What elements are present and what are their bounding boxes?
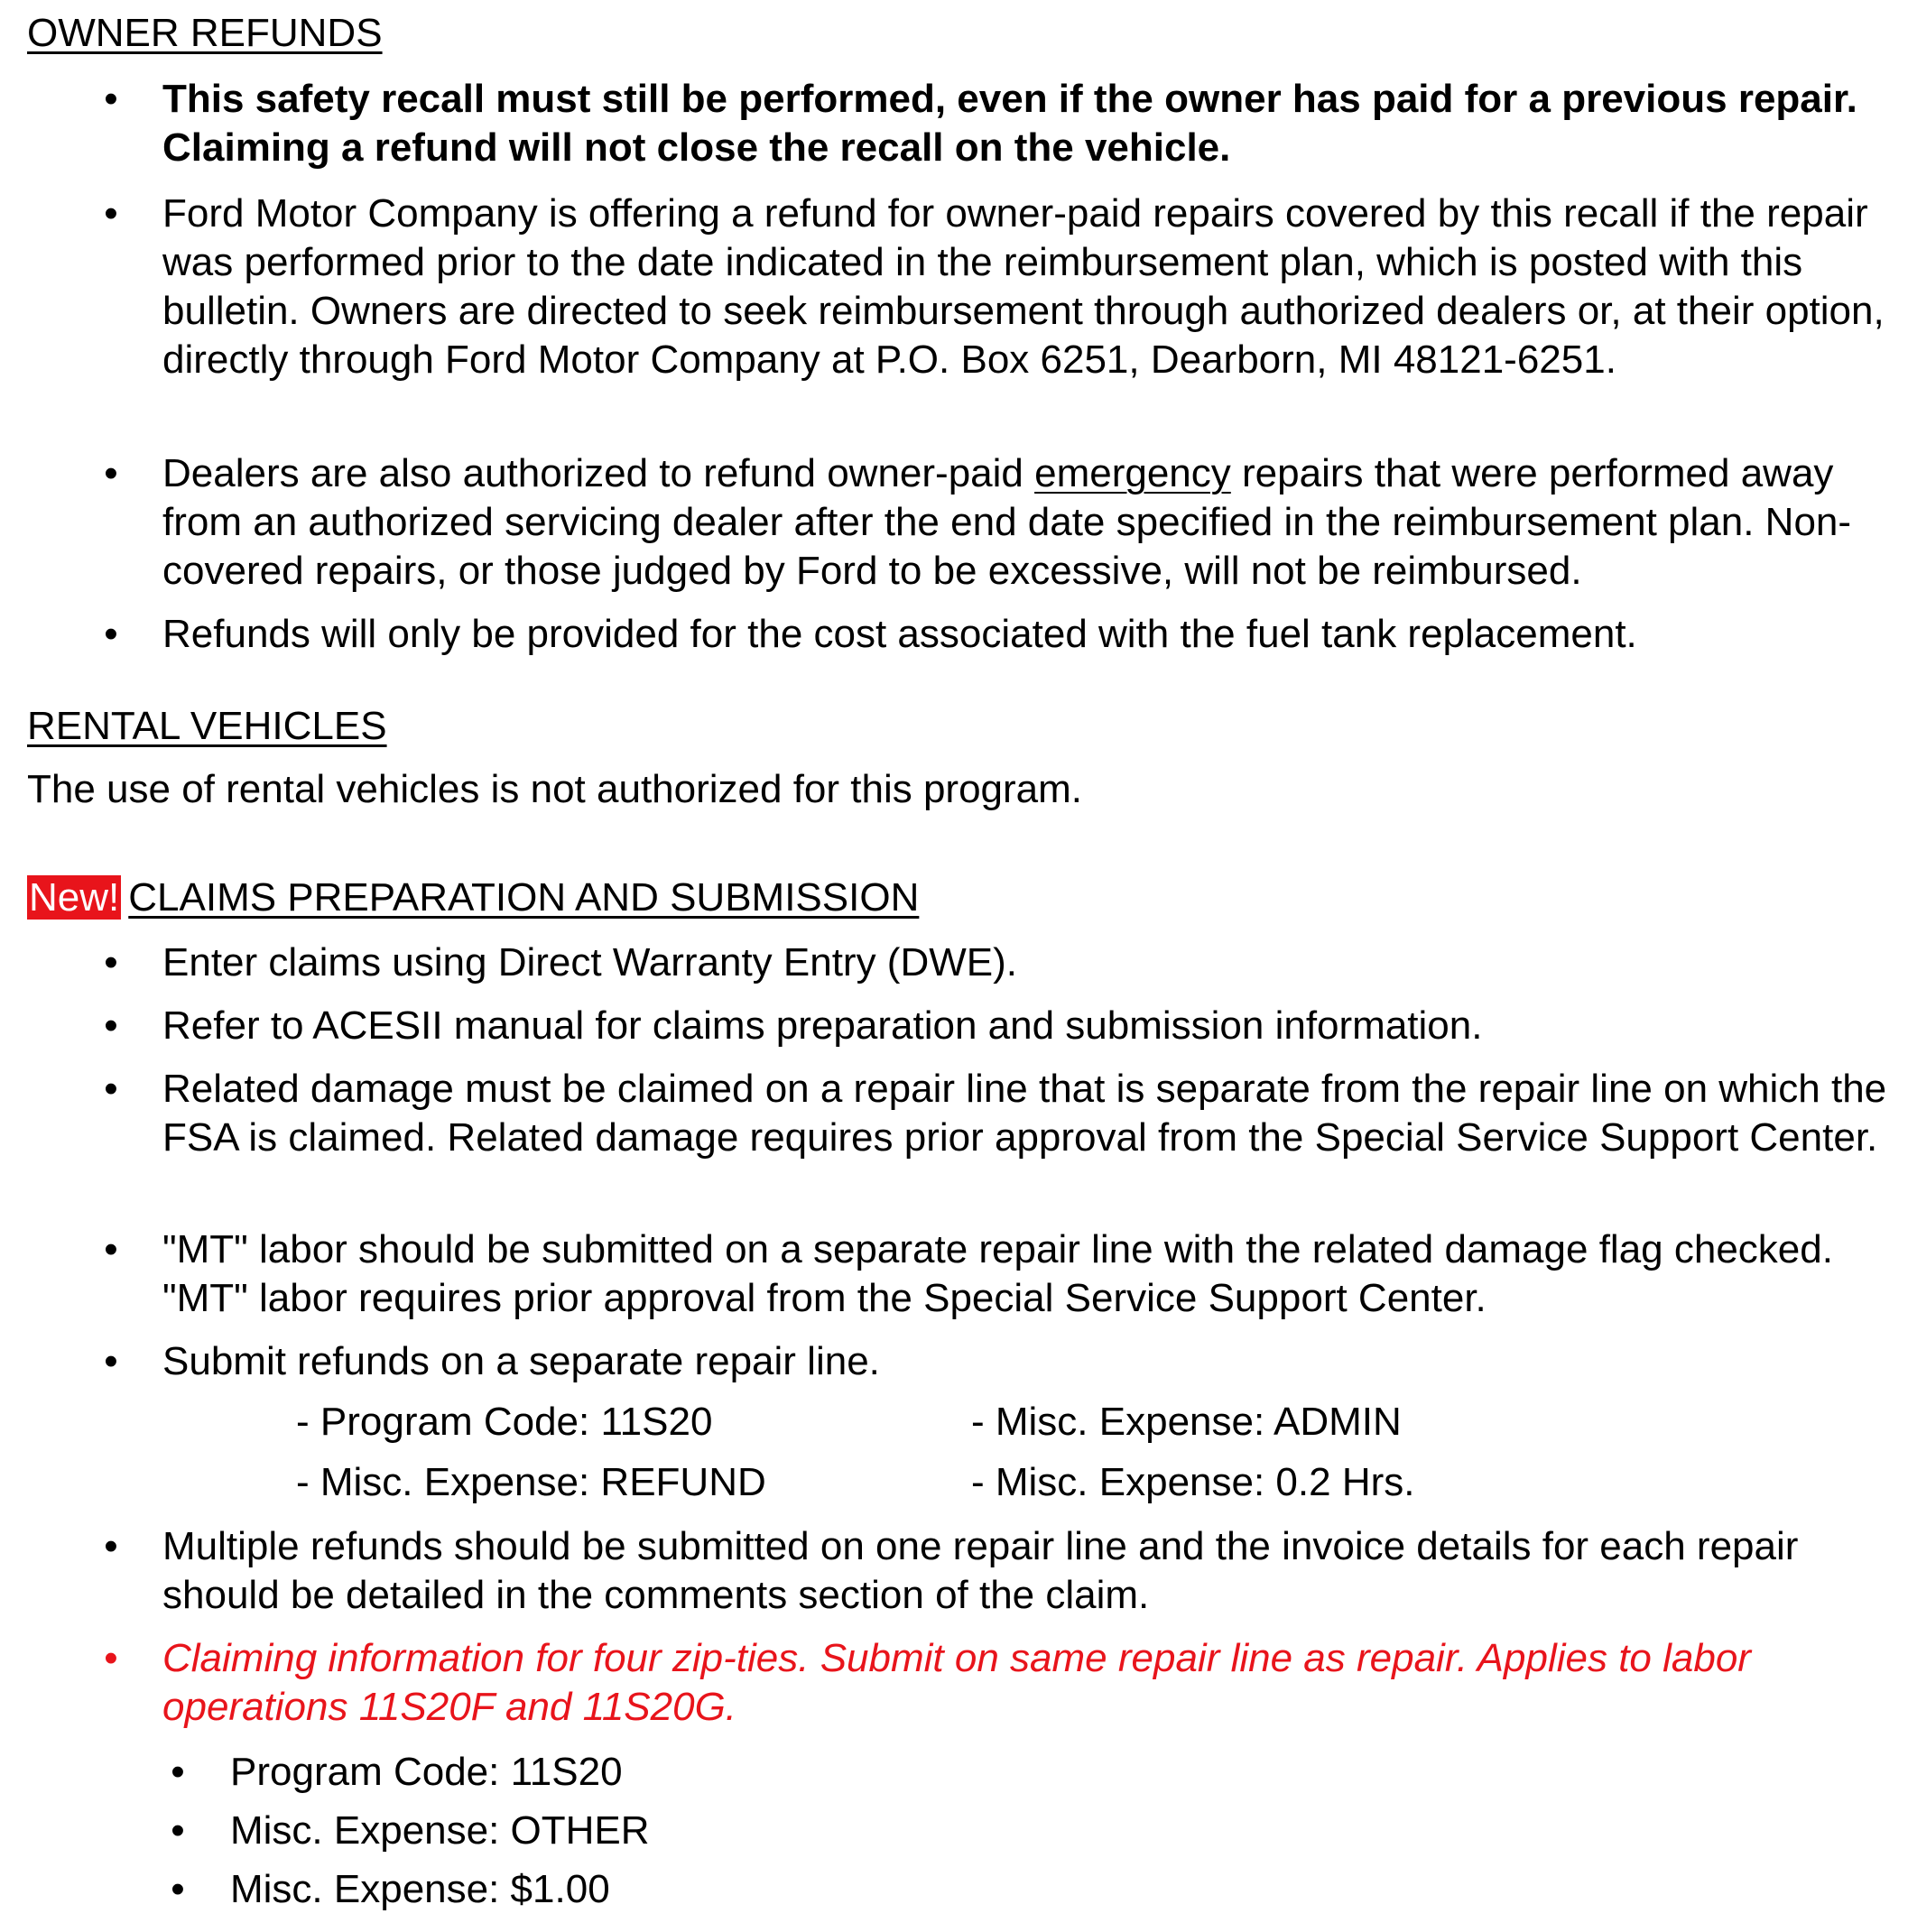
refund-code-refund: - Misc. Expense: REFUND bbox=[296, 1460, 766, 1504]
bullet-icon: • bbox=[104, 612, 118, 656]
bullet-icon: • bbox=[171, 1867, 185, 1911]
rental-vehicles-heading: RENTAL VEHICLES bbox=[27, 704, 387, 748]
bullet-icon: • bbox=[104, 1227, 118, 1271]
bullet-icon: • bbox=[104, 940, 118, 984]
refund-code-admin: - Misc. Expense: ADMIN bbox=[971, 1400, 1402, 1444]
bullet-icon: • bbox=[104, 1067, 118, 1111]
bullet-icon: • bbox=[171, 1750, 185, 1794]
claims-heading: New! CLAIMS PREPARATION AND SUBMISSION bbox=[29, 875, 920, 920]
bullet-icon: • bbox=[104, 451, 118, 495]
bullet-icon: • bbox=[104, 191, 118, 236]
bullet-icon: • bbox=[104, 1524, 118, 1568]
owner-refunds-heading: OWNER REFUNDS bbox=[27, 11, 383, 55]
bullet-icon: • bbox=[104, 77, 118, 121]
bullet-icon: • bbox=[171, 1808, 185, 1853]
refund-code-hours: - Misc. Expense: 0.2 Hrs. bbox=[971, 1460, 1415, 1504]
bullet-icon: • bbox=[104, 1636, 118, 1680]
refund-code-program: - Program Code: 11S20 bbox=[296, 1400, 713, 1444]
bullet-icon: • bbox=[104, 1003, 118, 1048]
emphasis-underlined: emergency bbox=[1034, 451, 1231, 495]
document-page: OWNER REFUNDS • This safety recall must still be performed, even if the owner has paid for a previous repair. Claiming a refund will not close the recall on the vehicle. • Ford Motor Company is offering a refund for owner-paid repairs covered by this recall if the repair was performed prior to the date indicated in the reimbursement plan, which is posted with this bulletin. Owners are directed to seek reimbursement through authorized dealers or, at their option, directly through Ford Motor Company at P.O. Box 6251, Dearborn, MI 48121-6251. • Dealers are also authorized to refund owner-paid emergency repairs that were performed away from an authorized servicing dealer after the end date specified in the reimbursement plan. Non-covered repairs, or those judged by Ford to be excessive, will not be reimbursed. • Refunds will only be provided for the cost associated with the fuel tank replacement. RENTAL VEHICLES The use of rental vehicles is not authorized for this program. New! CLAIMS PREPARATION AND SUBMISSION • Enter claims using Direct Warranty Entry (DWE). • Refer to ACESII manual for claims preparation and submission information. • Related damage must be claimed on a repair line that is separate from the repair line on which the FSA is claimed. Related damage requires prior approval from the Special Service Support Center. • "MT" labor should be submitted on a separate repair line with the related damage flag checked. "MT" labor requires prior approval from the Special Service Support Center. • Submit refunds on a separate repair line. - Program Code: 11S20 - Misc. Expense: ADMIN - Misc. Expense: REFUND - Misc. Expense: 0.2 Hrs. • Multiple refunds should be submitted on one repair line and the invoice details for each repair should be detailed in the comments section of the claim. • Claiming information for four zip-ties. Submit on same repair line as repair. Applies to labor operations 11S20F and 11S20G. • Program Code: 11S20 • Misc. Expense: OTHER • Misc. Expense: $1.00 bbox=[0, 0, 1908, 1932]
new-badge: New! bbox=[29, 875, 120, 920]
rental-vehicles-text: The use of rental vehicles is not authorized for this program. bbox=[27, 767, 1083, 811]
bullet-icon: • bbox=[104, 1339, 118, 1383]
